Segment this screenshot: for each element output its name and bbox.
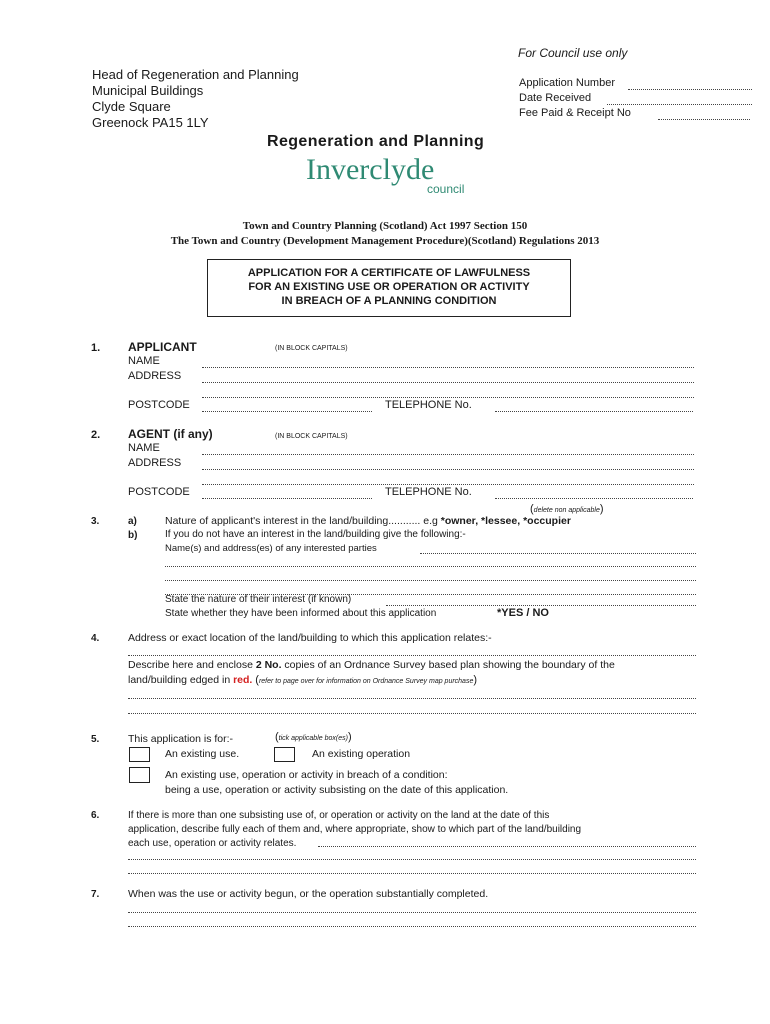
subsisting-uses-field-3[interactable]: [128, 873, 696, 874]
delete-note: (delete non applicable): [530, 503, 604, 515]
existing-operation-checkbox[interactable]: [274, 747, 295, 762]
section-2-number: 2.: [91, 429, 101, 441]
act-line-2: The Town and Country (Development Management Procedure)(Scotland) Regulations 2013: [170, 235, 600, 247]
date-received-field[interactable]: [607, 104, 752, 105]
fee-paid-label: Fee Paid & Receipt No: [519, 107, 631, 119]
interest-nature-label: State the nature of their interest (if known): [165, 594, 352, 605]
existing-use-label: An existing use.: [165, 748, 240, 760]
tick-note: (tick applicable box(es)): [275, 731, 352, 743]
act-line-1: Town and Country Planning (Scotland) Act 1997 Section 150: [242, 220, 528, 232]
red-text: red.: [233, 674, 253, 686]
applicant-address-field[interactable]: [202, 382, 694, 383]
agent-address-field-2[interactable]: [202, 484, 694, 485]
section-7-text: When was the use or activity begun, or the operation substantially completed.: [128, 888, 489, 900]
applicant-name-field[interactable]: [202, 367, 694, 368]
subsisting-uses-field-2[interactable]: [128, 859, 696, 860]
block-capitals-note: (IN BLOCK CAPITALS): [275, 433, 348, 440]
section-3a-label: a): [128, 516, 137, 527]
section-3a-text: Nature of applicant's interest in the land/building........... e.g *owner, *lessee, *occupier: [165, 515, 571, 527]
section-3-number: 3.: [91, 516, 100, 527]
section-3b-label: b): [128, 530, 138, 541]
form-title-line: FOR AN EXISTING USE OR OPERATION OR ACTIVITY: [248, 281, 530, 293]
existing-use-checkbox[interactable]: [129, 747, 150, 762]
application-number-label: Application Number: [519, 77, 615, 89]
ordnance-survey-note: refer to page over for information on Ordnance Survey map purchase: [258, 678, 474, 685]
inverclyde-logo: [306, 153, 465, 196]
boundary-description-field[interactable]: [128, 698, 696, 699]
interested-parties-field-2[interactable]: [165, 566, 696, 567]
applicant-address-label: ADDRESS: [128, 370, 182, 382]
breach-of-condition-checkbox[interactable]: [129, 767, 150, 783]
department-title: Regeneration and Planning: [267, 133, 485, 150]
yes-no-option[interactable]: *YES / NO: [497, 607, 549, 619]
agent-postcode-label: POSTCODE: [128, 486, 190, 498]
section-5-number: 5.: [91, 734, 100, 745]
applicant-name-label: NAME: [128, 355, 160, 367]
section-4-describe-line2: land/building edged in red. (refer to page over for information on Ordnance Survey map purchase): [128, 674, 478, 686]
section-4-text: Address or exact location of the land/building to which this application relates:-: [128, 632, 492, 644]
agent-address-label: ADDRESS: [128, 457, 182, 469]
section-7-number: 7.: [91, 889, 100, 900]
agent-name-label: NAME: [128, 442, 160, 454]
section-1-title: APPLICANT: [128, 340, 197, 354]
council-use-heading: For Council use only: [518, 46, 628, 60]
application-number-field[interactable]: [628, 89, 752, 90]
applicant-telephone-label: TELEPHONE No.: [385, 399, 472, 411]
applicant-address-field-2[interactable]: [202, 397, 694, 398]
section-3b-text: If you do not have an interest in the land/building give the following:-: [165, 529, 466, 540]
interest-nature-field[interactable]: [386, 605, 696, 606]
boundary-description-field-2[interactable]: [128, 713, 696, 714]
agent-address-field[interactable]: [202, 469, 694, 470]
use-begun-field-2[interactable]: [128, 926, 696, 927]
logo-wordmark: Inverclyde: [306, 153, 435, 186]
interested-parties-field[interactable]: [420, 553, 696, 554]
use-begun-field[interactable]: [128, 912, 696, 913]
logo-subtext: council: [427, 182, 465, 196]
address-line: Greenock PA15 1LY: [92, 115, 209, 130]
informed-label: State whether they have been informed about this application: [165, 608, 437, 619]
section-4-describe: Describe here and enclose 2 No. copies of an Ordnance Survey based plan showing the boundary of the: [128, 659, 615, 671]
address-line: Head of Regeneration and Planning: [92, 67, 299, 82]
location-field[interactable]: [128, 655, 696, 656]
block-capitals-note: (IN BLOCK CAPITALS): [275, 345, 348, 352]
section-6-text: If there is more than one subsisting use of, or operation or activity on the land at the date of this application, describe fully each of them and, where appropriate, show to which part of the land/building each use, operation or activity relates.: [128, 810, 582, 849]
date-received-label: Date Received: [519, 92, 592, 104]
agent-postcode-field[interactable]: [202, 498, 372, 499]
act-reference: [90, 219, 680, 249]
interested-parties-label: Name(s) and address(es) of any interested parties: [165, 543, 377, 554]
form-title-line: APPLICATION FOR A CERTIFICATE OF LAWFULNESS: [247, 267, 531, 279]
form-title-box: [207, 259, 571, 317]
section-4-number: 4.: [91, 633, 100, 644]
section-2-title: AGENT (if any): [128, 427, 213, 441]
form-title-line: IN BREACH OF A PLANNING CONDITION: [281, 295, 497, 307]
agent-telephone-field[interactable]: [495, 498, 693, 499]
fee-paid-field[interactable]: [658, 119, 750, 120]
subsisting-uses-field[interactable]: [318, 846, 696, 847]
applicant-postcode-field[interactable]: [202, 411, 372, 412]
section-6-number: 6.: [91, 810, 100, 821]
applicant-postcode-label: POSTCODE: [128, 399, 190, 411]
address-line: Clyde Square: [92, 99, 171, 114]
interested-parties-field-3[interactable]: [165, 580, 696, 581]
section-5-text: This application is for:-: [128, 733, 234, 745]
agent-name-field[interactable]: [202, 454, 694, 455]
applicant-telephone-field[interactable]: [495, 411, 693, 412]
address-line: Municipal Buildings: [92, 83, 204, 98]
agent-telephone-label: TELEPHONE No.: [385, 486, 472, 498]
section-1-number: 1.: [91, 342, 101, 354]
existing-operation-label: An existing operation: [312, 748, 411, 760]
interest-options: *owner, *lessee, *occupier: [440, 515, 571, 527]
return-address: [92, 67, 299, 131]
breach-of-condition-label: An existing use, operation or activity in breach of a condition: being a use, operation or activity subsisting on the date of this application.: [165, 769, 509, 796]
